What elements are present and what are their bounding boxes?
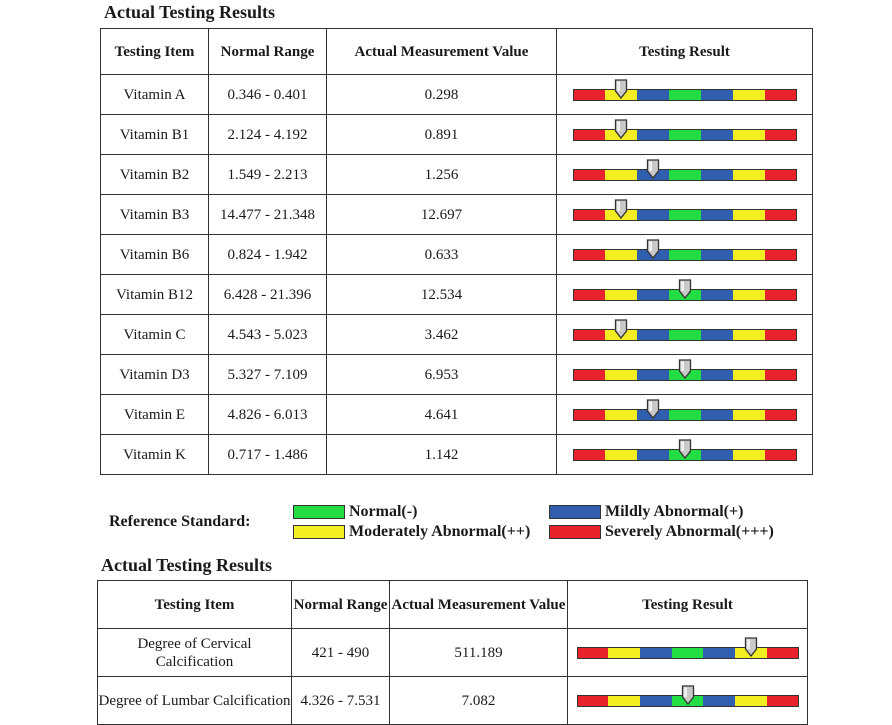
legend-swatch-normal [293, 505, 345, 519]
header-testing-result: Testing Result [568, 581, 808, 629]
testing-item: Vitamin B2 [101, 155, 209, 195]
normal-range: 2.124 - 4.192 [209, 115, 327, 155]
reference-standard-label: Reference Standard: [109, 513, 251, 530]
legend-label-severe: Severely Abnormal(+++) [605, 523, 774, 540]
testing-item: Vitamin B3 [101, 195, 209, 235]
table-row [101, 75, 813, 115]
normal-range: 0.717 - 1.486 [209, 435, 327, 475]
table-row [101, 275, 813, 315]
legend-label-mild: Mildly Abnormal(+) [605, 503, 744, 520]
table-row [101, 115, 813, 155]
measurement-value: 12.697 [327, 195, 557, 235]
gauge-marker-icon [614, 119, 628, 139]
header-testing-result: Testing Result [557, 29, 813, 75]
table-row [101, 315, 813, 355]
legend-swatch-moderate [293, 525, 345, 539]
calcification-results-table [97, 580, 808, 725]
table-row [101, 435, 813, 475]
gauge-marker-icon [681, 685, 695, 705]
table-row [101, 155, 813, 195]
measurement-value: 1.142 [327, 435, 557, 475]
gauge-marker-icon [614, 199, 628, 219]
result-gauge [573, 249, 797, 261]
result-gauge [573, 289, 797, 301]
testing-result [557, 315, 813, 355]
normal-range: 5.327 - 7.109 [209, 355, 327, 395]
legend-swatch-severe [549, 525, 601, 539]
measurement-value: 1.256 [327, 155, 557, 195]
testing-result [557, 355, 813, 395]
testing-result [568, 629, 808, 677]
header-normal-range: Normal Range [292, 581, 390, 629]
testing-result [557, 195, 813, 235]
result-gauge [573, 369, 797, 381]
result-gauge [573, 169, 797, 181]
testing-item: Vitamin D3 [101, 355, 209, 395]
measurement-value: 0.298 [327, 75, 557, 115]
result-gauge [573, 409, 797, 421]
testing-result [557, 395, 813, 435]
testing-item: Vitamin B12 [101, 275, 209, 315]
measurement-value: 511.189 [390, 629, 568, 677]
result-gauge [573, 89, 797, 101]
measurement-value: 4.641 [327, 395, 557, 435]
gauge-marker-icon [678, 279, 692, 299]
normal-range: 1.549 - 2.213 [209, 155, 327, 195]
section1-title: Actual Testing Results [104, 2, 276, 22]
normal-range: 6.428 - 21.396 [209, 275, 327, 315]
testing-item: Vitamin A [101, 75, 209, 115]
testing-item: Vitamin K [101, 435, 209, 475]
table-row [101, 355, 813, 395]
testing-result [568, 677, 808, 725]
result-gauge [577, 647, 799, 659]
header-testing-item: Testing Item [98, 581, 292, 629]
legend-label-normal: Normal(-) [349, 503, 418, 520]
legend-label-moderate: Moderately Abnormal(++) [349, 523, 531, 540]
gauge-marker-icon [614, 319, 628, 339]
gauge-marker-icon [646, 399, 660, 419]
result-gauge [577, 695, 799, 707]
header-normal-range: Normal Range [209, 29, 327, 75]
testing-item: Degree of Lumbar Calcification [98, 677, 292, 725]
testing-item: Vitamin E [101, 395, 209, 435]
header-actual-value: Actual Measurement Value [327, 29, 557, 75]
measurement-value: 0.891 [327, 115, 557, 155]
result-gauge [573, 449, 797, 461]
normal-range: 0.346 - 0.401 [209, 75, 327, 115]
normal-range: 0.824 - 1.942 [209, 235, 327, 275]
measurement-value: 12.534 [327, 275, 557, 315]
testing-item: Vitamin B6 [101, 235, 209, 275]
testing-result [557, 115, 813, 155]
measurement-value: 6.953 [327, 355, 557, 395]
measurement-value: 7.082 [390, 677, 568, 725]
gauge-marker-icon [646, 239, 660, 259]
normal-range: 14.477 - 21.348 [209, 195, 327, 235]
normal-range: 4.826 - 6.013 [209, 395, 327, 435]
gauge-marker-icon [678, 359, 692, 379]
normal-range: 4.543 - 5.023 [209, 315, 327, 355]
table-row [101, 235, 813, 275]
header-testing-item: Testing Item [101, 29, 209, 75]
measurement-value: 3.462 [327, 315, 557, 355]
gauge-marker-icon [744, 637, 758, 657]
table-row [98, 677, 808, 725]
gauge-marker-icon [614, 79, 628, 99]
measurement-value: 0.633 [327, 235, 557, 275]
legend-swatch-mild [549, 505, 601, 519]
result-gauge [573, 209, 797, 221]
gauge-marker-icon [646, 159, 660, 179]
table-row [98, 629, 808, 677]
testing-result [557, 275, 813, 315]
testing-item: Vitamin B1 [101, 115, 209, 155]
testing-item: Vitamin C [101, 315, 209, 355]
gauge-marker-icon [678, 439, 692, 459]
vitamin-results-table [100, 28, 813, 475]
table-row [101, 395, 813, 435]
normal-range: 4.326 - 7.531 [292, 677, 390, 725]
section2-title: Actual Testing Results [101, 555, 273, 575]
testing-result [557, 75, 813, 115]
normal-range: 421 - 490 [292, 629, 390, 677]
table-row [101, 195, 813, 235]
testing-result [557, 155, 813, 195]
testing-item: Degree of Cervical Calcification [98, 629, 292, 677]
result-gauge [573, 329, 797, 341]
testing-result [557, 435, 813, 475]
testing-result [557, 235, 813, 275]
result-gauge [573, 129, 797, 141]
header-actual-value: Actual Measurement Value [390, 581, 568, 629]
